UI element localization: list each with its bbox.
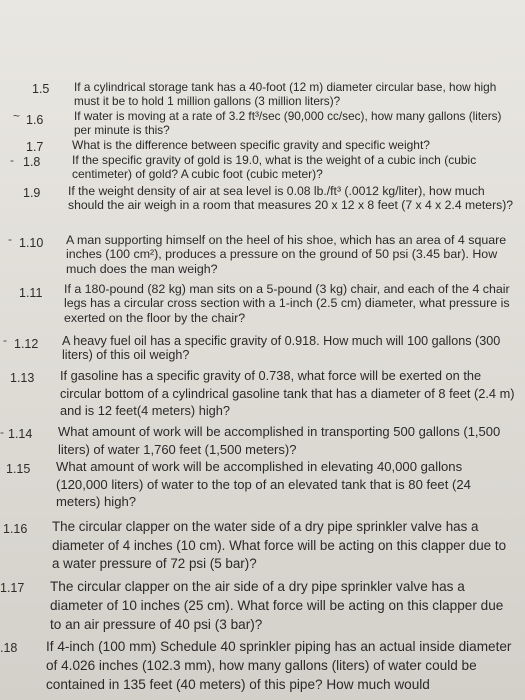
problem-number: .18 bbox=[0, 641, 18, 655]
pen-tick-mark: ‐ bbox=[10, 153, 14, 167]
problem-text: A man supporting himself on the heel of his shoe, which has an area of 4 square inches (100 cm²), produces a pressure on the ground of 50 psi (3.45 bar). How much does the man weigh? bbox=[66, 233, 507, 276]
problem-number: 1.16 bbox=[3, 522, 28, 536]
problem-text: If 4-inch (100 mm) Schedule 40 sprinkler piping has an actual inside diameter of 4.026 inches (102.3 mm), how many gallons (liters) of water could be contained in 135 feet (40 meters) of this pipe? How much would bbox=[46, 639, 512, 692]
problem-text: If a cylindrical storage tank has a 40-foot (12 m) diameter circular base, how high must it be to hold 1 million gallons (3 million liters)? bbox=[74, 80, 497, 109]
problem-number: 1.5 bbox=[32, 82, 50, 96]
pen-tick-mark: - bbox=[0, 425, 4, 439]
problem-text: If the weight density of air at sea level is 0.08 lb./ft³ (.0012 kg/liter), how much should the air weigh in a room that measures 20 x 12 x 8 feet (7 x 4 x 2.4 meters)? bbox=[68, 184, 514, 213]
problem-number: 1.12 bbox=[14, 337, 39, 351]
problem-text: What amount of work will be accomplished in elevating 40,000 gallons (120,000 liters) of water to the top of an elevated tank that is 80 feet (24 meters) high? bbox=[56, 459, 471, 509]
pen-tick-mark: - bbox=[3, 333, 7, 347]
problem-text: What is the difference between specific gravity and specific weight? bbox=[72, 138, 430, 152]
problem-text: A heavy fuel oil has a specific gravity of 0.918. How much will 100 gallons (300 liters) of this oil weigh? bbox=[62, 334, 501, 363]
pen-tick-mark: - bbox=[8, 232, 12, 246]
problem-number: 1.17 bbox=[0, 581, 25, 595]
problem-text: What amount of work will be accomplished in transporting 500 gallons (1,500 liters) of water 1,760 feet (1,500 meters)? bbox=[58, 424, 501, 457]
problem-number: 1.15 bbox=[6, 462, 31, 476]
problem-number: 1.13 bbox=[10, 371, 35, 385]
problem-text: If water is moving at a rate of 3.2 ft³/sec (90,000 cc/sec), how many gallons (liters) per minute is this? bbox=[74, 109, 502, 138]
problem-number: 1.7 bbox=[26, 140, 44, 154]
problem-number: 1.10 bbox=[19, 236, 44, 250]
problem-number: 1.6 bbox=[26, 113, 44, 127]
problem-text: The circular clapper on the air side of a dry pipe sprinkler valve has a diameter of 10 inches (25 cm). What force will be acting on this clapper due to an air pressure of 40 psi (3 bar)? bbox=[50, 579, 504, 632]
problem-number: 1.9 bbox=[23, 186, 41, 200]
problem-text: The circular clapper on the water side of a dry pipe sprinkler valve has a diameter of 4 inches (10 cm). What force will be acting on this clapper due to a water pressure of 72 psi (5 bar)? bbox=[52, 519, 507, 571]
problem-text: If a 180-pound (82 kg) man sits on a 5-pound (3 kg) chair, and each of the 4 chair legs has a circular cross section with a 1-inch (2.5 cm) diameter, what pressure is exerted on the floor by the chair? bbox=[64, 282, 510, 325]
problem-text: If the specific gravity of gold is 19.0, what is the weight of a cubic inch (cubic centimeter) of gold? A cubic foot (cubic meter)? bbox=[72, 153, 477, 182]
problem-text: If gasoline has a specific gravity of 0.738, what force will be exerted on the circular bottom of a cylindrical gasoline tank that has a diameter of 8 feet (2.4 m) and is 12 feet(4 meters) high? bbox=[60, 368, 515, 418]
problem-number: 1.8 bbox=[23, 155, 41, 169]
pen-tick-mark: ~ bbox=[13, 109, 21, 123]
problem-number: 1.14 bbox=[8, 427, 33, 441]
problem-number: 1.11 bbox=[19, 286, 43, 300]
